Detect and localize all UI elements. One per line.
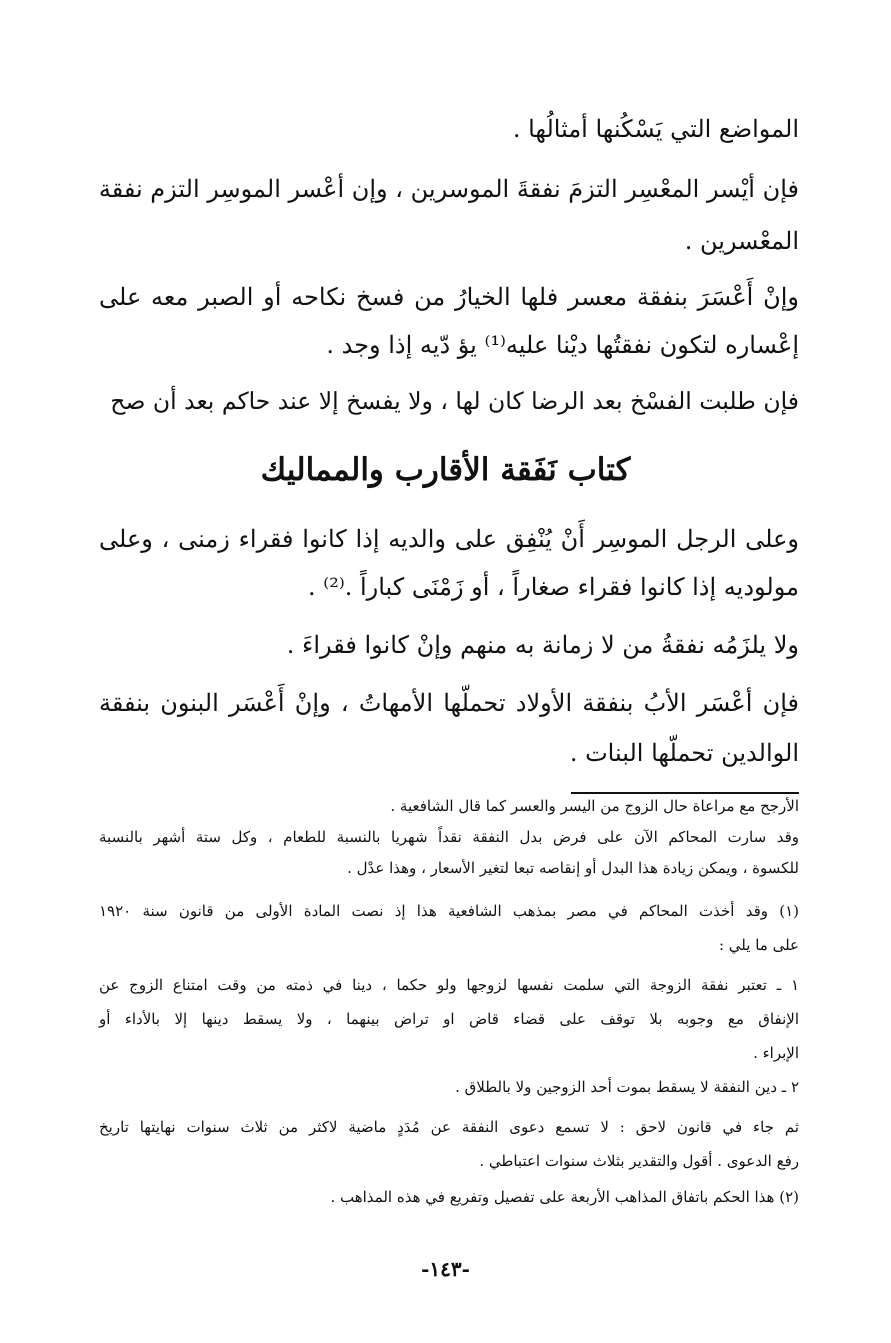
footnote-line: ١ ـ تعتبر نفقة الزوجة التي سلمت نفسها لزوجها ولو حكما ، دينا في ذمته من وقت امتناع الزوج عن — [99, 976, 799, 994]
section-line: مولوديه إذا كانوا فقراء صغاراً ، أو زَمْنَى كباراً .⁽²⁾ . — [308, 573, 799, 601]
footnote-separator — [571, 792, 799, 794]
section-line: فإن أعْسَر الأبُ بنفقة الأولاد تحملّها الأمهاتُ ، وإنْ أَعْسَر البنون بنفقة — [99, 689, 799, 717]
chapter-heading: كتاب نَفَقة الأقارب والمماليك — [260, 452, 631, 488]
footnote-line: ٢ ـ دين النفقة لا يسقط بموت أحد الزوجين ولا بالطلاق . — [455, 1078, 799, 1096]
footnote-line: (٢) هذا الحكم باتفاق المذاهب الأربعة على تفصيل وتفريع في هذه المذاهب . — [330, 1188, 799, 1206]
footnote-line: الإنفاق مع وجوبه بلا توقف على قضاء قاض او تراض بينهما ، ولا يسقط دينها إلا بالأداء أو — [99, 1010, 799, 1028]
page-number: -١٤٣- — [421, 1257, 470, 1281]
footnote-line: الإبراء . — [753, 1044, 799, 1062]
footnote-line: للكسوة ، ويمكن زيادة هذا البدل أو إنقاصه تبعا لتغير الأسعار ، وهذا عدْل . — [347, 859, 799, 877]
body-line: فإن أيْسر المعْسِر التزمَ نفقةَ الموسرين ، وإن أعْسر الموسِر التزم نفقة — [98, 175, 799, 203]
footnote-line: الأرجح مع مراعاة حال الزوج من اليسر والعسر كما قال الشافعية . — [390, 797, 799, 815]
footnote-line: رفع الدعوى . أقول والتقدير بثلاث سنوات اعتباطي . — [479, 1152, 799, 1170]
footnote-line: على ما يلي : — [718, 936, 799, 954]
footnote-line: (١) وقد أخذت المحاكم في مصر بمذهب الشافعية هذا إذ نصت المادة الأولى من قانون سنة ١٩٢٠ — [99, 902, 799, 920]
body-line: المواضع التي يَسْكُنها أمثالُها . — [512, 115, 799, 143]
footnote-line: وقد سارت المحاكم الآن على فرض بدل النفقة نقداً شهريا بالنسبة للطعام ، وكل ستة أشهر بالنسبة — [99, 828, 799, 846]
section-line: الوالدين تحملّها البنات . — [569, 739, 799, 767]
footnote-line: ثم جاء في قانون لاحق : لا تسمع دعوى النفقة عن مُدَدٍ ماضية لاكثر من ثلاث سنوات نهايتها تاريخ — [99, 1118, 799, 1136]
body-line: وإنْ أَعْسَرَ بنفقة معسر فلها الخيارُ من فسخ نكاحه أو الصبر معه على — [99, 283, 799, 311]
body-line: فإن طلبت الفسْخ بعد الرضا كان لها ، ولا يفسخ إلا عند حاكم بعد أن صح — [110, 387, 799, 415]
section-line: وعلى الرجل الموسِر أَنْ يُنْفِق على والديه إذا كانوا فقراء زمنى ، وعلى — [99, 525, 799, 553]
section-line: ولا يلزَمُه نفقةُ من لا زمانة به منهم وإنْ كانوا فقراءَ . — [286, 631, 799, 659]
body-line: المعْسرين . — [684, 227, 799, 255]
body-line: إعْساره لتكون نفقتُها ديْنا عليه⁽¹⁾ يؤ دّيه إذا وجد . — [326, 331, 799, 359]
